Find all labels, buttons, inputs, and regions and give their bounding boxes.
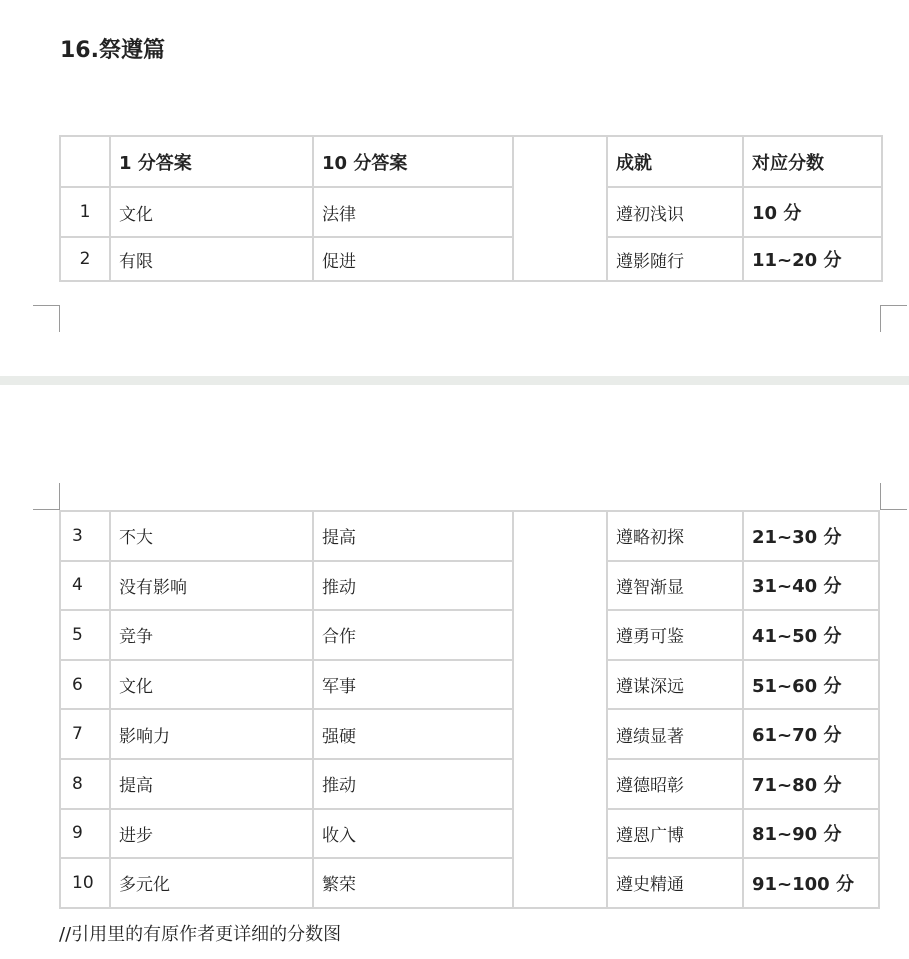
answer-1-point: 有限 <box>110 237 313 281</box>
footer-note: //引用里的有原作者更详细的分数图 <box>59 924 342 945</box>
page-corner-mark <box>880 483 907 510</box>
score-range: 11~20 分 <box>743 237 882 281</box>
achievement-name: 遵谋深远 <box>607 660 743 710</box>
achievement-name: 遵初浅识 <box>607 187 743 237</box>
achievement-name: 遵德昭彰 <box>607 759 743 809</box>
table-row <box>60 610 879 660</box>
achievement-name: 遵勇可鉴 <box>607 610 743 660</box>
achievement-name: 遵绩显著 <box>607 709 743 759</box>
table-row <box>60 858 879 908</box>
score-range: 61~70 分 <box>743 709 879 759</box>
answer-10-point: 促进 <box>313 237 513 281</box>
achievement-name: 遵史精通 <box>607 858 743 908</box>
answer-10-point: 法律 <box>313 187 513 237</box>
header-10-point-answer: 10 分答案 <box>313 136 513 187</box>
score-range: 31~40 分 <box>743 561 879 611</box>
answer-1-point: 进步 <box>110 809 313 859</box>
score-range: 71~80 分 <box>743 759 879 809</box>
page-title: 16.祭遵篇 <box>60 38 165 63</box>
header-1-point-answer: 1 分答案 <box>110 136 313 187</box>
score-range: 41~50 分 <box>743 610 879 660</box>
table-row <box>60 511 879 561</box>
achievement-name: 遵恩广博 <box>607 809 743 859</box>
page-corner-mark <box>33 305 60 332</box>
header-score: 对应分数 <box>743 136 882 187</box>
answer-1-point: 影响力 <box>110 709 313 759</box>
achievement-name: 遵智渐显 <box>607 561 743 611</box>
answer-1-point: 文化 <box>110 660 313 710</box>
score-table-part1 <box>59 135 883 282</box>
page-corner-mark <box>880 305 907 332</box>
table-row <box>60 809 879 859</box>
score-table-part2 <box>59 510 880 909</box>
spacer-cell <box>513 136 607 281</box>
achievement-name: 遵影随行 <box>607 237 743 281</box>
answer-10-point: 强硬 <box>313 709 513 759</box>
answer-1-point: 竞争 <box>110 610 313 660</box>
table-row <box>60 187 882 237</box>
row-number: 7 <box>60 709 110 759</box>
answer-10-point: 提高 <box>313 511 513 561</box>
table-header-row <box>60 136 882 187</box>
answer-1-point: 多元化 <box>110 858 313 908</box>
row-number: 5 <box>60 610 110 660</box>
row-number: 10 <box>60 858 110 908</box>
score-range: 51~60 分 <box>743 660 879 710</box>
answer-1-point: 不大 <box>110 511 313 561</box>
score-range: 81~90 分 <box>743 809 879 859</box>
table-row <box>60 759 879 809</box>
row-number: 1 <box>60 187 110 237</box>
answer-10-point: 繁荣 <box>313 858 513 908</box>
answer-1-point: 没有影响 <box>110 561 313 611</box>
score-range: 21~30 分 <box>743 511 879 561</box>
row-number: 3 <box>60 511 110 561</box>
answer-10-point: 推动 <box>313 759 513 809</box>
achievement-name: 遵略初探 <box>607 511 743 561</box>
header-index-cell <box>60 136 110 187</box>
row-number: 8 <box>60 759 110 809</box>
spacer-cell <box>513 511 607 908</box>
table-row <box>60 660 879 710</box>
answer-10-point: 合作 <box>313 610 513 660</box>
score-range: 91~100 分 <box>743 858 879 908</box>
answer-1-point: 提高 <box>110 759 313 809</box>
row-number: 9 <box>60 809 110 859</box>
table-row <box>60 237 882 281</box>
row-number: 2 <box>60 237 110 281</box>
answer-10-point: 推动 <box>313 561 513 611</box>
row-number: 4 <box>60 561 110 611</box>
row-number: 6 <box>60 660 110 710</box>
page-break <box>0 376 909 385</box>
answer-10-point: 收入 <box>313 809 513 859</box>
answer-1-point: 文化 <box>110 187 313 237</box>
header-achievement: 成就 <box>607 136 743 187</box>
answer-10-point: 军事 <box>313 660 513 710</box>
page-corner-mark <box>33 483 60 510</box>
score-range: 10 分 <box>743 187 882 237</box>
table-row <box>60 561 879 611</box>
table-row <box>60 709 879 759</box>
